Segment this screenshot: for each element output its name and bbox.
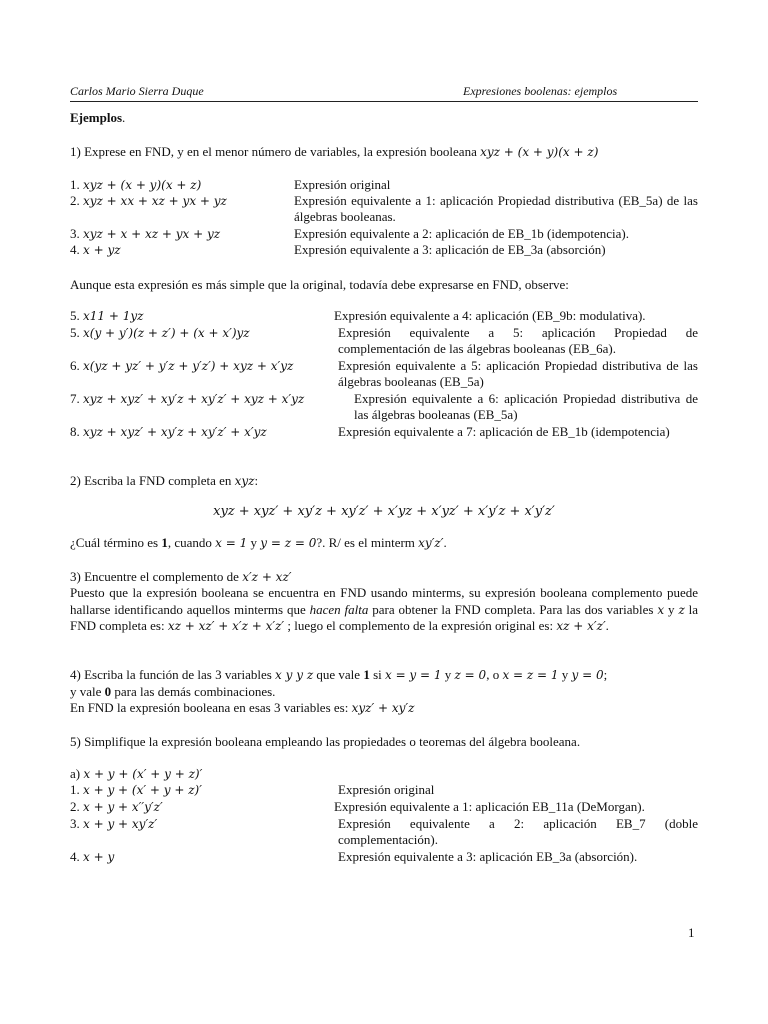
section-title: Ejemplos. — [70, 110, 126, 125]
ex3-prompt: 3) Encuentre el complemento de x′z + xz′ — [70, 569, 292, 584]
ex1-note: Aunque esta expresión es más simple que la original, todavía debe expresarse en FND, observe: — [70, 277, 569, 292]
header-topic: Expresiones boolenas: ejemplos — [463, 84, 618, 98]
ex2-prompt: 2) Escriba la FND completa en xyz: — [70, 473, 259, 488]
ex4-line2: y vale 0 para las demás combinaciones. — [70, 684, 276, 699]
ex4-line1: 4) Escriba la función de las 3 variables x y y z que vale 1 si x = y = 1 y z = 0, o x = z = 1 y y = 0; — [70, 667, 608, 682]
ex5-prompt: 5) Simplifique la expresión booleana empleando las propiedades o teoremas del álgebra booleana. — [70, 734, 581, 749]
ex5-a: a) x + y + (x′ + y + z)′ — [70, 766, 203, 781]
page-number: 1 — [688, 925, 695, 940]
ex1-prompt: 1) Exprese en FND, y en el menor número de variables, la expresión booleana xyz + (x + y)(x + z) — [70, 144, 599, 159]
title-text: Ejemplos — [70, 110, 122, 125]
header-author: Carlos Mario Sierra Duque — [70, 84, 204, 98]
ex3-body: Puesto que la expresión booleana se encuentra en FND usando minterms, su expresión booleana complemento puede hallarse identificando aquellos minterms que hacen falta para obtener la FND completa. Para las dos variables x y z la FND completa es: xz + xz′ + x′z + x′z′ ; luego el complemento de la expresión original es: xz + x′z′. — [70, 585, 699, 633]
ex2-display: xyz + xyz′ + xy′z + xy′z′ + x′yz + x′yz′ + x′y′z + x′y′z′ — [213, 504, 555, 519]
ex2-question: ¿Cuál término es 1, cuando x = 1 y y = z = 0?. R/ es el minterm xy′z′. — [70, 535, 447, 550]
page-header — [70, 83, 698, 102]
ex1-expr: xyz + (x + y)(x + z) — [480, 145, 599, 159]
ex4-line3: En FND la expresión booleana en esas 3 variables es: xyz′ + xy′z — [70, 700, 415, 715]
